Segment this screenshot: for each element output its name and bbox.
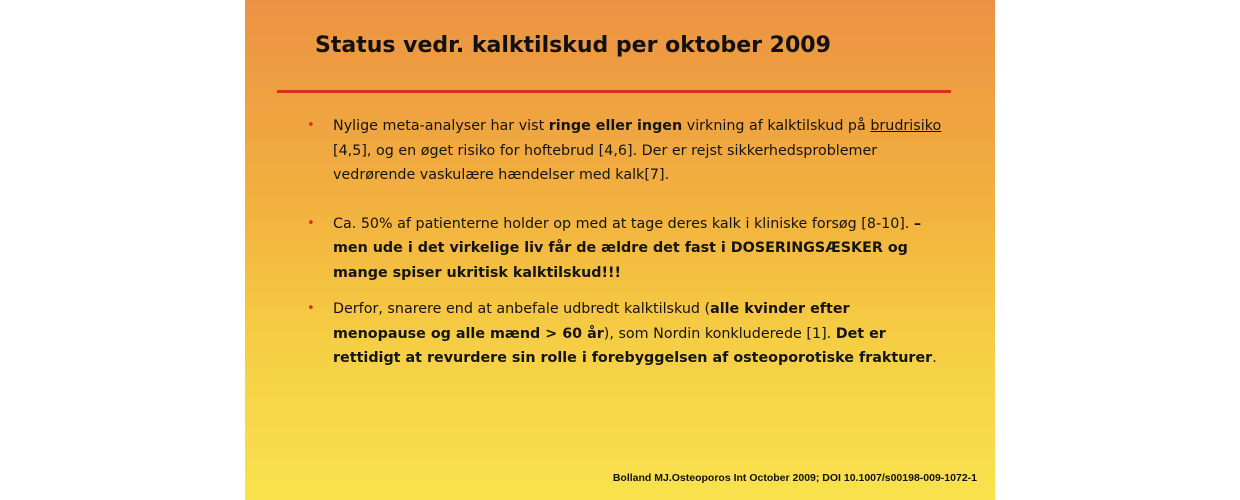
bullet-text-bold: Det er rettidigt at revurdere sin rolle i forebyggelsen af osteoporotiske frakturer (333, 325, 933, 366)
bullet-text-bold: ringe eller ingen (548, 118, 683, 134)
bullet-item (305, 297, 945, 371)
bullet-text: Ca. 50% af patienterne holder op med at tage deres kalk i kliniske forsøg [8-10]. (333, 215, 914, 232)
bullet-item (305, 212, 945, 286)
bullet-text-bold: alle kvinder efter menopause og alle mænd > 60 år (333, 301, 850, 342)
bullet-text: ), som Nordin konkluderede [1]. (603, 325, 836, 342)
bullet-text: Derfor, snarere end at anbefale udbredt kalktilskud ( (333, 301, 711, 317)
bullet-marker: • (307, 215, 315, 231)
bullet-text: Nylige meta-analyser har vist (333, 118, 549, 134)
bullet-marker: • (307, 118, 315, 133)
bullet-text: [4,5], og en øget risiko for hoftebrud [4,6]. Der er rejst sikkerhedsproblemer vedrørende vaskulære hændelser med kalk[7]. (333, 142, 878, 183)
bullet-text-bold: – men ude i det virkelige liv får de ældre det fast i DOSERINGSÆSKER og mange spiser ukritisk kalktilskud!!! (333, 215, 922, 281)
bullet-list (305, 114, 945, 371)
bullet-text: virkning af kalktilskud på (682, 118, 871, 134)
citation-footer: Bolland MJ.Osteoporos Int October 2009; DOI 10.1007/s00198-009-1072-1 (612, 472, 977, 484)
title-divider (277, 90, 951, 93)
slide (245, 0, 995, 500)
bullet-text: . (932, 350, 937, 366)
slide-title: Status vedr. kalktilskud per oktober 2009 (315, 33, 831, 58)
bullet-marker: • (307, 301, 315, 316)
bullet-item (305, 114, 945, 188)
underlined-term: brudrisiko (870, 118, 942, 134)
